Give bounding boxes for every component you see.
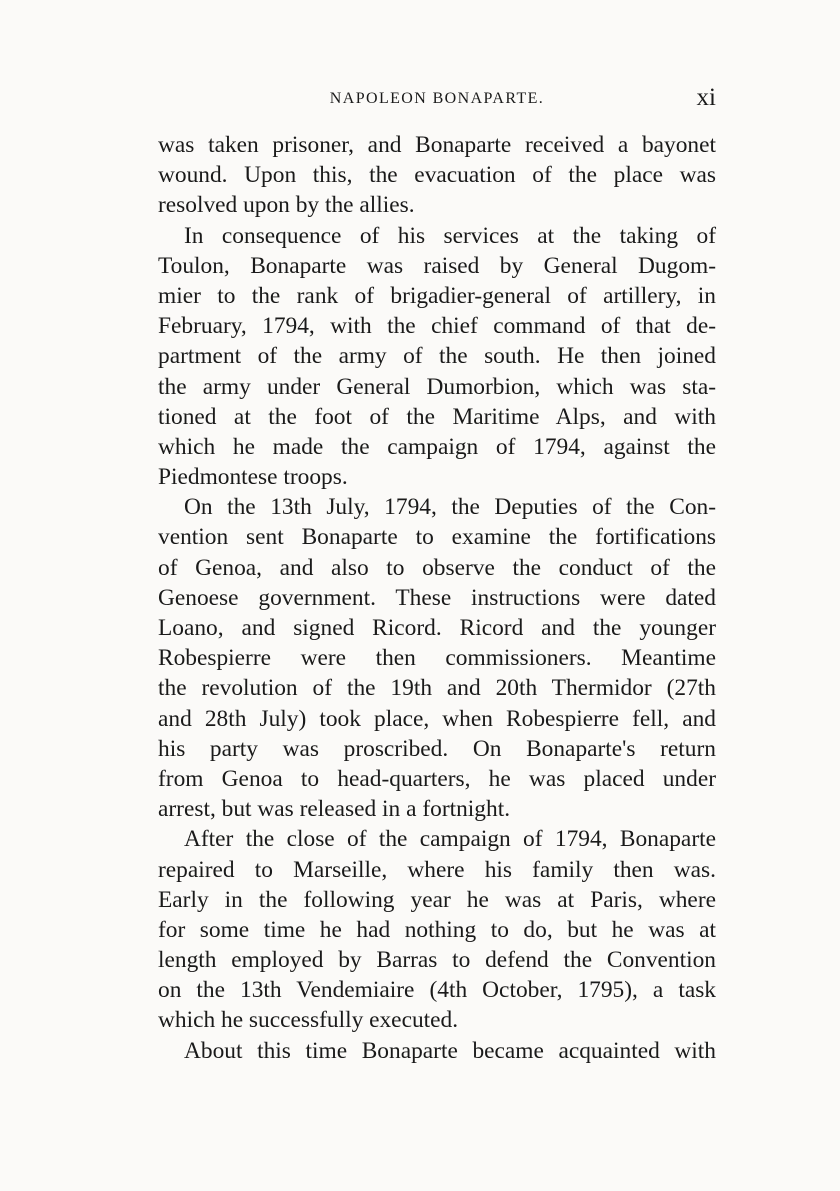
paragraph [158, 824, 716, 1035]
text-line: Piedmontese troops. [158, 464, 348, 491]
text-line: resolved upon by the allies. [158, 192, 415, 219]
text-line: vention sent Bonaparte to examine the fortifications [158, 524, 716, 551]
text-line: for some time he had nothing to do, but he was at [158, 916, 716, 943]
text-line: Toulon, Bonaparte was raised by General Dugom- [158, 252, 716, 279]
text-line: length employed by Barras to defend the Convention [158, 947, 716, 974]
paragraph [158, 1036, 716, 1066]
text-line: and 28th July) took place, when Robespierre fell, and [158, 705, 716, 732]
text-line: Early in the following year he was at Paris, where [158, 886, 716, 913]
text-line: tioned at the foot of the Maritime Alps, and with [158, 403, 716, 430]
text-line: Loano, and signed Ricord. Ricord and the younger [158, 615, 716, 641]
text-line: was taken prisoner, and Bonaparte received a bayonet [158, 132, 716, 158]
text-line: the revolution of the 19th and 20th Thermidor (27th [158, 675, 716, 702]
text-line: mier to the rank of brigadier-general of artillery, in [158, 282, 716, 309]
text-line: from Genoa to head-quarters, he was placed under [158, 765, 716, 792]
text-line: which he successfully executed. [158, 1007, 459, 1034]
running-header [158, 86, 716, 114]
text-line: On the 13th July, 1794, the Deputies of the Con- [184, 494, 716, 521]
text-line: the army under General Dumorbion, which was sta- [158, 373, 716, 400]
text-line: Genoese government. These instructions were dated [158, 584, 716, 611]
text-line: In consequence of his services at the taking of [184, 222, 716, 249]
text-line: on the 13th Vendemiaire (4th October, 1795), a task [158, 977, 716, 1004]
running-title: NAPOLEON BONAPARTE. [329, 90, 545, 107]
paragraph [158, 221, 716, 493]
text-line: his party was proscribed. On Bonaparte's return [158, 735, 716, 762]
paragraph [158, 130, 716, 221]
text-line: of Genoa, and also to observe the conduct of the [158, 554, 716, 581]
page-number: xi [696, 84, 716, 111]
paragraph [158, 492, 716, 824]
text-line: arrest, but was released in a fortnight. [158, 796, 511, 823]
text-line: which he made the campaign of 1794, against the [158, 433, 716, 460]
text-line: repaired to Marseille, where his family then was. [158, 856, 716, 883]
body-text [158, 130, 716, 1066]
text-line: About this time Bonaparte became acquainted with [184, 1037, 716, 1064]
text-line: wound. Upon this, the evacuation of the place was [158, 162, 716, 189]
text-line: Robespierre were then commissioners. Meantime [158, 645, 716, 672]
text-line: After the close of the campaign of 1794, Bonaparte [184, 826, 716, 853]
text-line: partment of the army of the south. He then joined [158, 343, 716, 370]
text-line: February, 1794, with the chief command of that de- [158, 313, 716, 340]
